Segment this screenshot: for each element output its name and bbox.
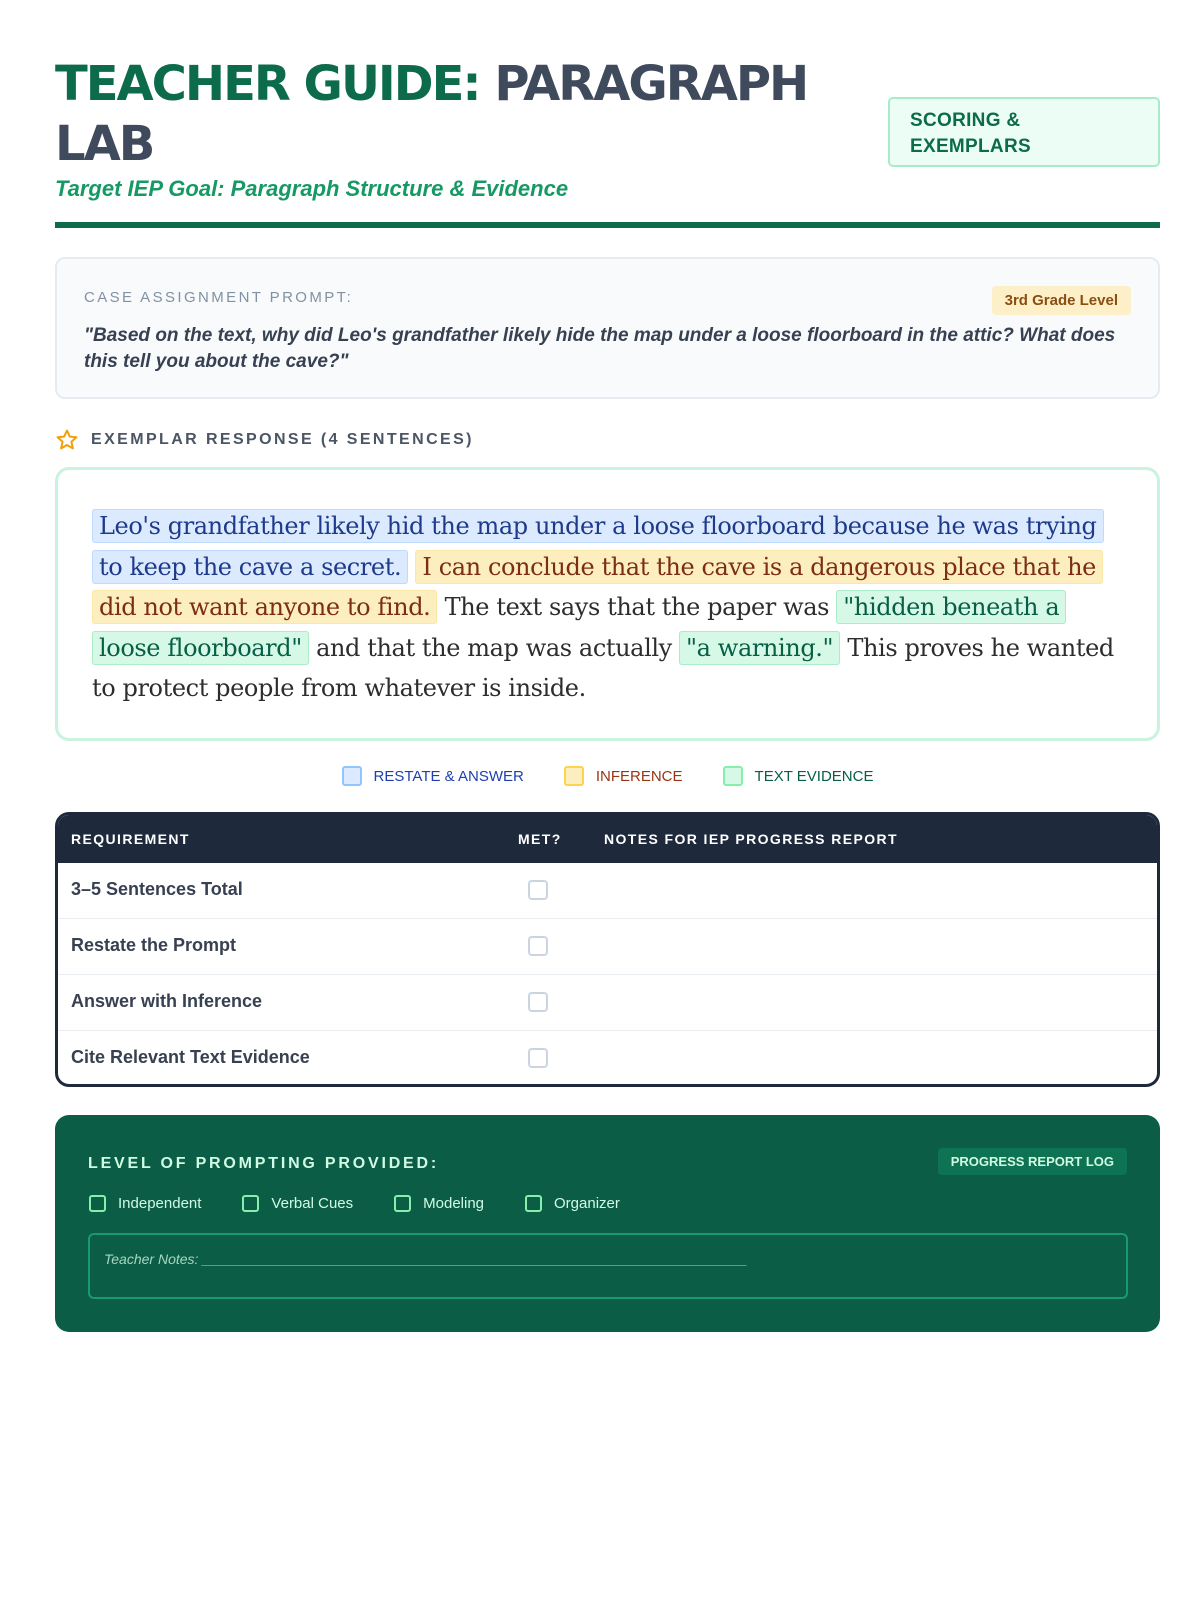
option-checkbox[interactable] xyxy=(394,1195,411,1212)
legend-restate xyxy=(342,764,524,788)
option-label: Independent xyxy=(118,1195,202,1212)
grade-level-badge: 3rd Grade Level xyxy=(992,286,1131,315)
prompt-text: "Based on the text, why did Leo's grandfather likely hide the map under a loose floorboard in the attic? What does this tell you about the cave?" xyxy=(84,325,1116,372)
restate-sentence: Leo's grandfather likely hid the map under a loose floorboard because he was trying to keep the cave a secret. xyxy=(92,509,1104,584)
table-row xyxy=(58,975,1157,1031)
scoring-exemplars-badge: SCORING & EXEMPLARS xyxy=(888,97,1160,167)
header-met: MET? xyxy=(518,831,562,847)
option-checkbox[interactable] xyxy=(242,1195,259,1212)
assignment-prompt-card xyxy=(55,257,1160,399)
table-header xyxy=(58,815,1157,863)
iep-goal-subtitle: Target IEP Goal: Paragraph Structure & Evidence xyxy=(55,176,569,201)
plain-text-1: The text says that the paper was xyxy=(444,593,830,621)
option-modeling[interactable] xyxy=(394,1195,484,1212)
star-icon xyxy=(55,428,79,452)
met-checkbox[interactable] xyxy=(528,936,548,956)
plain-text-2: and that the map was actually xyxy=(316,633,672,662)
met-checkbox[interactable] xyxy=(528,992,548,1012)
met-checkbox[interactable] xyxy=(528,880,548,900)
header-notes: NOTES FOR IEP PROGRESS REPORT xyxy=(604,831,898,847)
option-checkbox[interactable] xyxy=(525,1195,542,1212)
exemplar-response-box xyxy=(55,467,1160,741)
met-checkbox[interactable] xyxy=(528,1048,548,1068)
teacher-guide-page xyxy=(55,0,1160,1267)
page-header xyxy=(55,0,1160,232)
progress-report-badge: PROGRESS REPORT LOG xyxy=(938,1148,1127,1175)
teacher-notes-field[interactable]: Teacher Notes: ______________________________________________________________________ xyxy=(88,1233,1128,1299)
requirement-cell: 3–5 Sentences Total xyxy=(71,879,243,899)
option-checkbox[interactable] xyxy=(89,1195,106,1212)
legend-restate-label: RESTATE & ANSWER xyxy=(373,767,524,785)
highlight-legend xyxy=(55,764,1160,788)
legend-evidence xyxy=(723,764,874,788)
requirement-cell: Restate the Prompt xyxy=(71,935,237,955)
evidence-swatch xyxy=(723,766,743,786)
rubric-table xyxy=(55,812,1160,1087)
restate-swatch xyxy=(342,766,362,786)
legend-inference-label: INFERENCE xyxy=(595,767,683,785)
option-organizer[interactable] xyxy=(525,1195,620,1212)
exemplar-paragraph xyxy=(92,506,1123,709)
header-divider xyxy=(55,222,1160,228)
legend-inference xyxy=(564,764,683,788)
title-accent: TEACHER GUIDE: xyxy=(55,56,480,112)
prompt-label: CASE ASSIGNMENT PROMPT: xyxy=(84,289,354,306)
title-rest: PARAGRAPH LAB xyxy=(55,56,808,172)
option-independent[interactable] xyxy=(89,1195,201,1212)
text-evidence-1: "hidden beneath a loose floorboard" xyxy=(92,590,1066,665)
prompting-options xyxy=(89,1195,661,1212)
inference-sentence: I can conclude that the cave is a dangerous place that he did not want anyone to find. xyxy=(92,550,1103,625)
option-label: Organizer xyxy=(554,1195,620,1212)
progress-log-panel xyxy=(55,1115,1160,1332)
table-row xyxy=(58,863,1157,919)
page-title xyxy=(55,54,855,174)
inference-swatch xyxy=(564,766,584,786)
header-requirement: REQUIREMENT xyxy=(71,831,190,847)
text-evidence-2: "a warning." xyxy=(679,631,840,665)
legend-evidence-label: TEXT EVIDENCE xyxy=(754,767,874,785)
requirement-cell: Cite Relevant Text Evidence xyxy=(71,1047,310,1067)
plain-text-3: This proves he wanted to protect people from whatever is inside. xyxy=(92,633,1114,702)
option-verbal-cues[interactable] xyxy=(242,1195,353,1212)
table-row xyxy=(58,919,1157,975)
option-label: Modeling xyxy=(423,1195,485,1212)
exemplar-label: EXEMPLAR RESPONSE (4 SENTENCES) xyxy=(91,431,474,448)
option-label: Verbal Cues xyxy=(271,1195,354,1212)
prompting-level-label: LEVEL OF PROMPTING PROVIDED: xyxy=(88,1155,440,1172)
table-row xyxy=(58,1031,1157,1087)
requirement-cell: Answer with Inference xyxy=(71,991,263,1011)
